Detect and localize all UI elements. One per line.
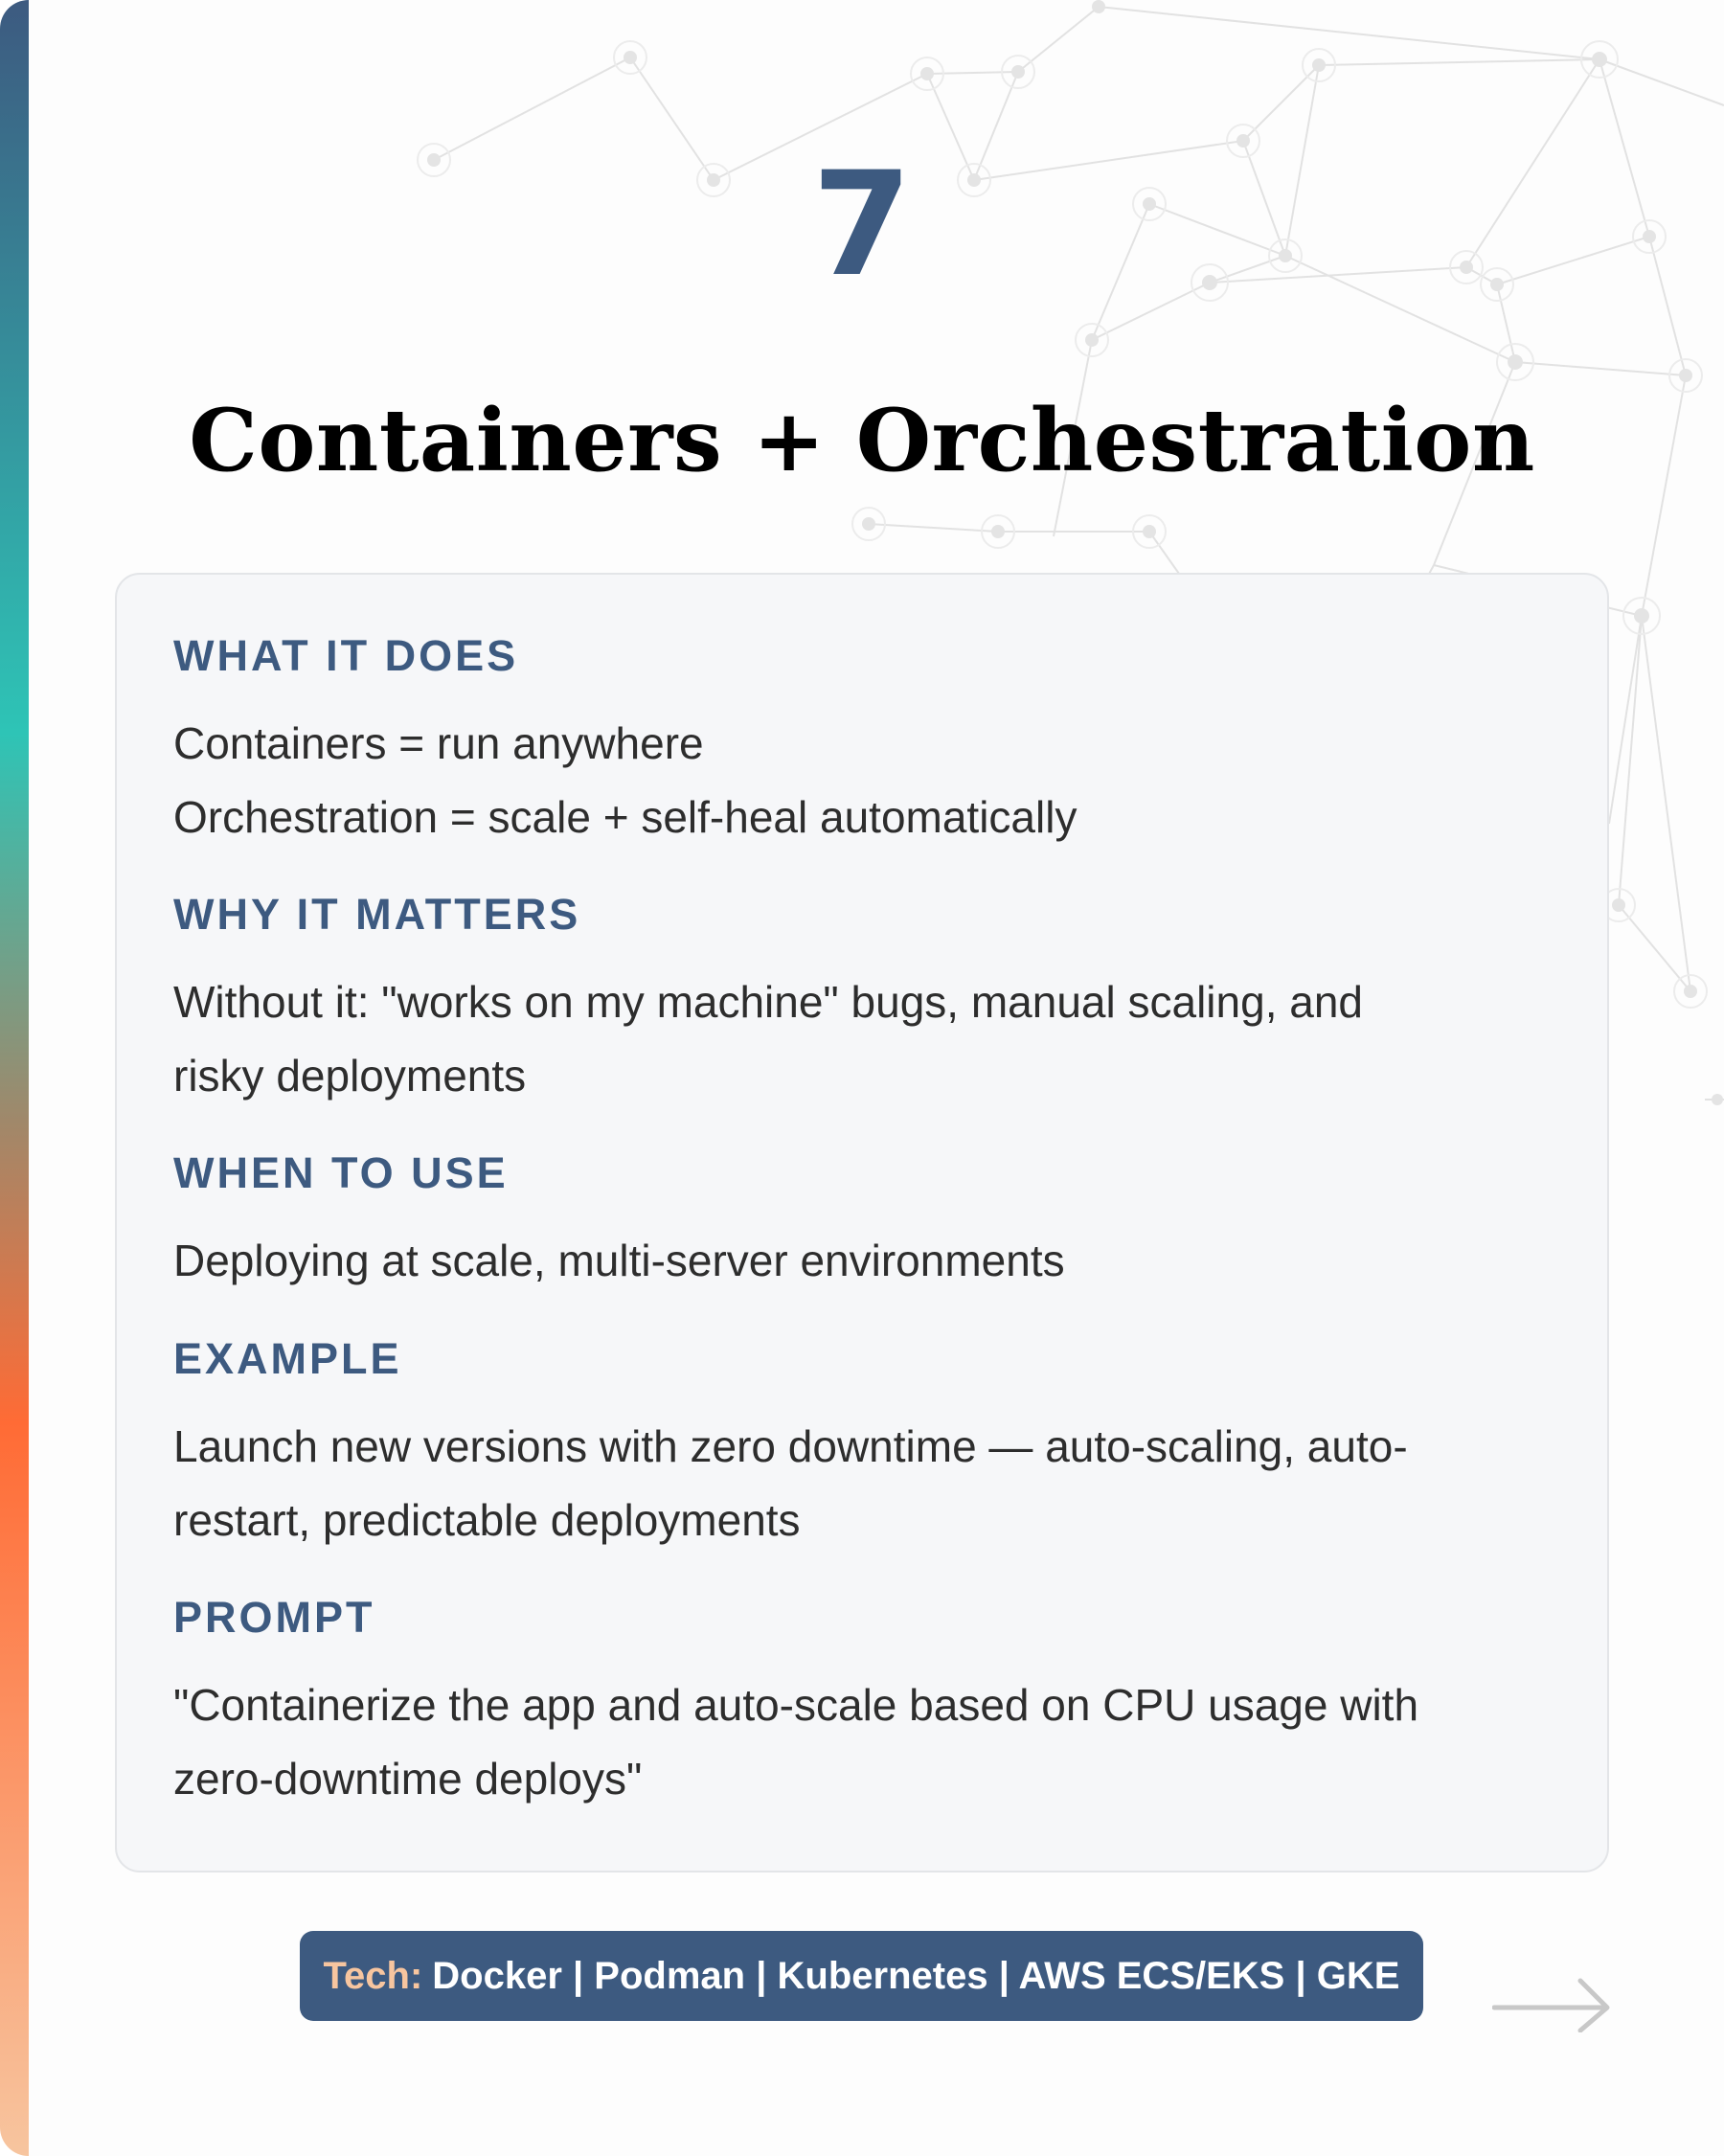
body-line: risky deployments <box>173 1051 527 1101</box>
section-label-example: EXAMPLE <box>173 1334 402 1383</box>
section-body-when-to-use <box>173 1224 1543 1298</box>
body-line: Containers = run anywhere <box>173 718 704 768</box>
section-label-why-it-matters: WHY IT MATTERS <box>173 890 581 939</box>
section-label-what-it-does: WHAT IT DOES <box>173 631 519 680</box>
body-line: "Containerize the app and auto-scale based on CPU usage with <box>173 1680 1419 1730</box>
tech-list: Docker | Podman | Kubernetes | AWS ECS/EKS | GKE <box>432 1954 1400 1997</box>
body-line: Launch new versions with zero downtime — auto-scaling, auto- <box>173 1421 1408 1471</box>
arrow-right-icon[interactable] <box>1492 1975 1613 2032</box>
section-body-prompt <box>173 1668 1543 1816</box>
page-title: Containers + Orchestration <box>189 390 1535 491</box>
body-line: Orchestration = scale + self-heal automatically <box>173 792 1078 842</box>
tech-label: Tech: <box>323 1954 423 1997</box>
body-line: Deploying at scale, multi-server environments <box>173 1236 1065 1285</box>
tech-badge <box>300 1931 1423 2021</box>
section-body-example <box>173 1410 1543 1557</box>
body-line: zero-downtime deploys" <box>173 1754 643 1804</box>
body-line: restart, predictable deployments <box>173 1495 801 1545</box>
section-label-when-to-use: WHEN TO USE <box>173 1148 509 1197</box>
section-body-what-it-does <box>173 707 1543 854</box>
section-label-prompt: PROMPT <box>173 1593 375 1642</box>
slide-number: 7 <box>811 142 913 308</box>
body-line: Without it: "works on my machine" bugs, manual scaling, and <box>173 977 1363 1027</box>
section-body-why-it-matters <box>173 965 1543 1113</box>
